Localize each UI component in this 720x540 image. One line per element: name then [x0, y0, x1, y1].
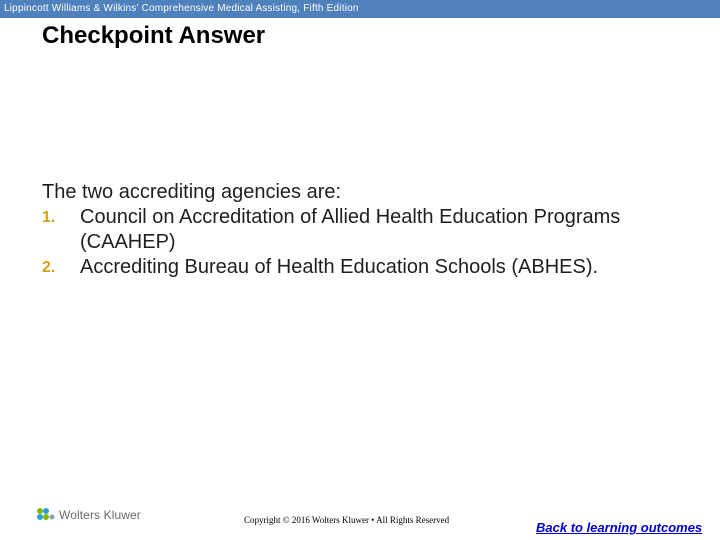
back-to-learning-outcomes-link[interactable]: Back to learning outcomes [536, 520, 703, 535]
book-title: Lippincott Williams & Wilkins' Comprehensive Medical Assisting, Fifth Edition [4, 3, 359, 14]
copyright-text: Copyright © 2016 Wolters Kluwer • All Rights Reserved [244, 515, 450, 525]
list-item-text: Council on Accreditation of Allied Health Education Programs (CAAHEP) [80, 206, 621, 253]
list-item [42, 205, 692, 255]
list-item-text: Accrediting Bureau of Health Education Schools (ABHES). [80, 256, 599, 278]
agency-list [42, 205, 692, 280]
wolters-kluwer-logo [36, 507, 141, 523]
header-bar [0, 0, 720, 18]
intro-text: The two accrediting agencies are: [42, 181, 342, 203]
list-item [42, 255, 692, 280]
slide-title: Checkpoint Answer [42, 22, 266, 49]
slide-content [42, 180, 692, 280]
list-item-number: 1. [42, 209, 56, 226]
list-item-number: 2. [42, 259, 56, 276]
wolters-kluwer-logo-icon [36, 507, 56, 523]
logo-text: Wolters Kluwer [59, 508, 141, 522]
